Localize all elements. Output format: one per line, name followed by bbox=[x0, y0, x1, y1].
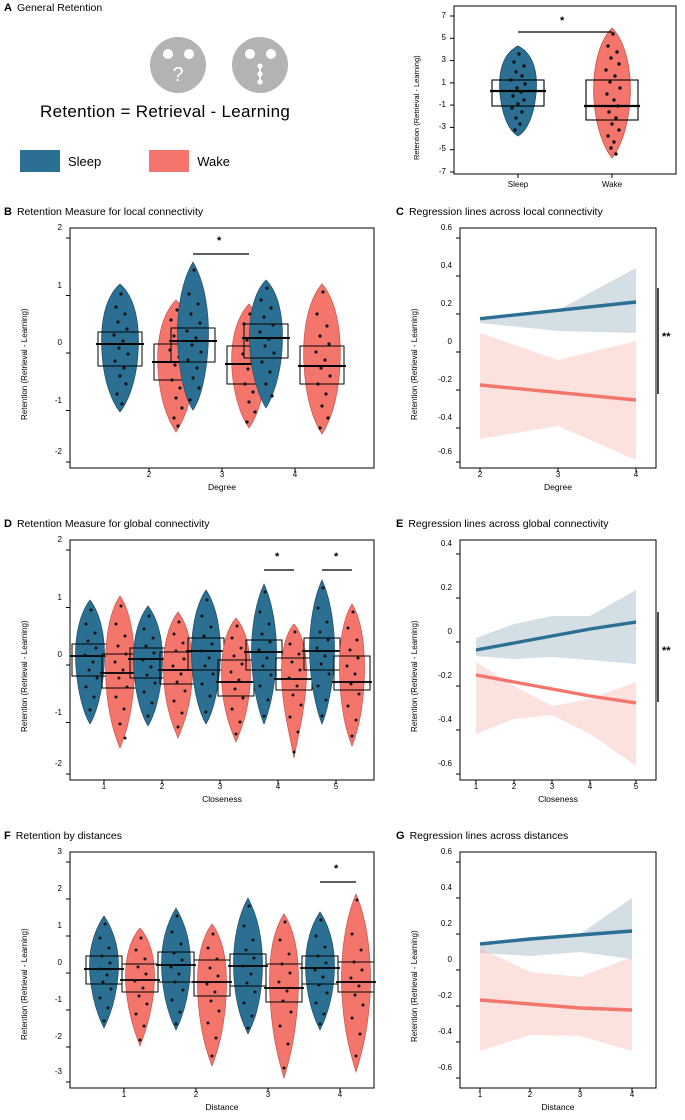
panel-e-title: Regression lines across global connectivity bbox=[408, 518, 609, 530]
panel-e-xlabel: Closeness bbox=[538, 794, 578, 804]
panel-f-ytick-m2: -2 bbox=[54, 1032, 62, 1041]
legend-swatch-sleep bbox=[20, 150, 60, 172]
panel-b bbox=[4, 206, 394, 496]
panel-f-ytick-m3: -3 bbox=[54, 1067, 62, 1076]
svg-text:?: ? bbox=[172, 64, 184, 86]
panel-e bbox=[396, 518, 684, 808]
panel-f-xlabel: Distance bbox=[205, 1102, 239, 1112]
panel-c-ytick-m06: -0.6 bbox=[438, 447, 452, 456]
panel-g-xtick-4: 4 bbox=[629, 1090, 635, 1099]
panel-g-title: Regression lines across distances bbox=[409, 830, 569, 842]
panel-g-xtick-3: 3 bbox=[577, 1090, 583, 1099]
panel-e-ylabel: Retention (Retrieval - Learning) bbox=[410, 620, 419, 732]
panel-d-significance-5: * bbox=[334, 551, 339, 563]
legend-item-sleep bbox=[20, 150, 101, 172]
panel-b-ytick-2: 2 bbox=[57, 223, 62, 232]
panel-e-xtick-2: 2 bbox=[511, 782, 517, 791]
panel-g bbox=[396, 830, 684, 1120]
panel-a-xtick-sleep: Sleep bbox=[507, 180, 529, 189]
panel-b-xtick-3: 3 bbox=[219, 470, 225, 479]
panel-a-header bbox=[4, 2, 394, 14]
panel-d-xtick-1: 1 bbox=[101, 782, 107, 791]
panel-f-significance: * bbox=[334, 863, 339, 875]
panel-g-ylabel: Retention (Retrieval - Learning) bbox=[410, 930, 419, 1042]
panel-e-significance: ** bbox=[662, 645, 671, 657]
panel-a-letter: A bbox=[4, 2, 12, 14]
panel-d-ytick-m1: -1 bbox=[54, 708, 62, 717]
panel-a-ytick-7: 7 bbox=[441, 11, 446, 20]
panel-b-xlabel: Degree bbox=[208, 482, 236, 492]
panel-f-xtick-3: 3 bbox=[265, 1090, 271, 1099]
panel-b-xtick-2: 2 bbox=[146, 470, 152, 479]
panel-d-plot bbox=[4, 534, 394, 806]
panel-c-ytick-m04: -0.4 bbox=[438, 413, 452, 422]
legend-item-wake bbox=[149, 150, 230, 172]
panel-c-letter: C bbox=[396, 206, 404, 218]
panel-g-xtick-2: 2 bbox=[527, 1090, 533, 1099]
legend-label-wake: Wake bbox=[197, 153, 230, 169]
panel-a-ytick-1: 1 bbox=[441, 78, 446, 87]
legend bbox=[20, 150, 230, 172]
panel-c-header bbox=[396, 206, 684, 218]
panel-e-ytick-00: 0 bbox=[447, 627, 452, 636]
panel-f-xtick-4: 4 bbox=[337, 1090, 343, 1099]
panel-e-ytick-m02: -0.2 bbox=[438, 671, 452, 680]
panel-f-ylabel: Retention (Retrieval - Learning) bbox=[20, 928, 29, 1040]
panel-c-xlabel: Degree bbox=[544, 482, 572, 492]
panel-c bbox=[396, 206, 684, 496]
panel-f-plot bbox=[4, 846, 394, 1118]
panel-c-ytick-m02: -0.2 bbox=[438, 375, 452, 384]
panel-f-header bbox=[4, 830, 394, 842]
panel-f-ytick-1: 1 bbox=[57, 921, 62, 930]
memory-icons bbox=[144, 34, 304, 96]
panel-b-ytick-m1: -1 bbox=[54, 396, 62, 405]
panel-e-xtick-5: 5 bbox=[633, 782, 639, 791]
panel-f-letter: F bbox=[4, 830, 11, 842]
panel-a-ytick-m7: -7 bbox=[438, 167, 446, 176]
panel-d-xtick-5: 5 bbox=[333, 782, 339, 791]
panel-d-title: Retention Measure for global connectivity bbox=[16, 518, 210, 530]
panel-d-xtick-3: 3 bbox=[217, 782, 223, 791]
panel-d-xlabel: Closeness bbox=[202, 794, 242, 804]
panel-d-ylabel: Retention (Retrieval - Learning) bbox=[20, 620, 29, 732]
panel-e-letter: E bbox=[396, 518, 404, 530]
panel-g-ytick-m06: -0.6 bbox=[438, 1063, 452, 1072]
panel-d-ytick-m2: -2 bbox=[54, 759, 62, 768]
panel-d bbox=[4, 518, 394, 808]
panel-c-ytick-02: 0.2 bbox=[440, 299, 452, 308]
panel-g-ytick-04: 0.4 bbox=[440, 883, 452, 892]
panel-e-ytick-m04: -0.4 bbox=[438, 715, 452, 724]
panel-c-ytick-00: 0 bbox=[447, 337, 452, 346]
panel-b-title: Retention Measure for local connectivity bbox=[16, 206, 204, 218]
panel-b-ytick-m2: -2 bbox=[54, 447, 62, 456]
panel-d-xtick-2: 2 bbox=[159, 782, 165, 791]
panel-a-ytick-3: 3 bbox=[441, 55, 446, 64]
panel-c-ytick-04: 0.4 bbox=[440, 261, 452, 270]
panel-e-header bbox=[396, 518, 684, 530]
panel-a-ytick-5: 5 bbox=[441, 33, 446, 42]
legend-label-sleep: Sleep bbox=[68, 153, 102, 169]
panel-f-ytick-2: 2 bbox=[57, 884, 62, 893]
panel-g-letter: G bbox=[396, 830, 405, 842]
panel-d-ytick-1: 1 bbox=[57, 593, 62, 602]
panel-a-ylabel: Retention (Retrieval - Learning) bbox=[412, 55, 421, 160]
panel-g-ytick-m02: -0.2 bbox=[438, 991, 452, 1000]
panel-g-ytick-06: 0.6 bbox=[440, 847, 452, 856]
panel-d-xtick-4: 4 bbox=[275, 782, 281, 791]
panel-a-ytick-m1: -1 bbox=[438, 100, 446, 109]
panel-d-ytick-0: 0 bbox=[57, 650, 62, 659]
panel-a-chart bbox=[398, 2, 682, 204]
panel-b-ytick-0: 0 bbox=[57, 338, 62, 347]
panel-g-ytick-00: 0 bbox=[447, 955, 452, 964]
panel-d-letter: D bbox=[4, 518, 12, 530]
panel-g-ytick-02: 0.2 bbox=[440, 919, 452, 928]
panel-b-significance: * bbox=[217, 235, 222, 247]
panel-c-xtick-2: 2 bbox=[477, 470, 483, 479]
panel-g-ytick-m04: -0.4 bbox=[438, 1027, 452, 1036]
panel-b-xtick-4: 4 bbox=[292, 470, 298, 479]
panel-e-xtick-1: 1 bbox=[473, 782, 479, 791]
panel-g-xlabel: Distance bbox=[541, 1102, 575, 1112]
panel-a-ytick-m5: -5 bbox=[438, 144, 446, 153]
panel-b-ylabel: Retention (Retrieval - Learning) bbox=[20, 308, 29, 420]
panel-e-ytick-02: 0.2 bbox=[440, 583, 452, 592]
panel-g-xtick-1: 1 bbox=[477, 1090, 483, 1099]
panel-e-xtick-4: 4 bbox=[587, 782, 593, 791]
panel-f-ytick-m1: -1 bbox=[54, 995, 62, 1004]
panel-a bbox=[4, 2, 394, 202]
panel-a-xtick-wake: Wake bbox=[601, 180, 623, 189]
panel-f-xtick-1: 1 bbox=[121, 1090, 127, 1099]
panel-d-ytick-2: 2 bbox=[57, 535, 62, 544]
panel-f-ytick-0: 0 bbox=[57, 958, 62, 967]
panel-c-xtick-4: 4 bbox=[633, 470, 639, 479]
panel-b-letter: B bbox=[4, 206, 12, 218]
panel-f-title: Retention by distances bbox=[15, 830, 122, 842]
panel-e-ytick-m06: -0.6 bbox=[438, 759, 452, 768]
panel-e-ytick-04: 0.4 bbox=[440, 539, 452, 548]
panel-g-header bbox=[396, 830, 684, 842]
panel-b-ytick-1: 1 bbox=[57, 281, 62, 290]
panel-b-header bbox=[4, 206, 394, 218]
panel-c-ylabel: Retention (Retrieval - Learning) bbox=[410, 308, 419, 420]
panel-d-significance-4: * bbox=[275, 551, 280, 563]
panel-a-significance: * bbox=[560, 15, 565, 27]
panel-c-significance: ** bbox=[662, 331, 671, 343]
panel-c-xtick-3: 3 bbox=[555, 470, 561, 479]
legend-swatch-wake bbox=[149, 150, 189, 172]
retention-equation: Retention = Retrieval - Learning bbox=[40, 102, 291, 121]
panel-c-ytick-06: 0.6 bbox=[440, 223, 452, 232]
panel-f-xtick-2: 2 bbox=[193, 1090, 199, 1099]
panel-b-plot bbox=[4, 222, 394, 494]
panel-f bbox=[4, 830, 394, 1120]
panel-f-ytick-3: 3 bbox=[57, 847, 62, 856]
panel-e-xtick-3: 3 bbox=[549, 782, 555, 791]
panel-c-title: Regression lines across local connectivity bbox=[408, 206, 603, 218]
panel-a-ytick-m3: -3 bbox=[438, 122, 446, 131]
panel-d-header bbox=[4, 518, 394, 530]
panel-a-title: General Retention bbox=[16, 2, 103, 14]
